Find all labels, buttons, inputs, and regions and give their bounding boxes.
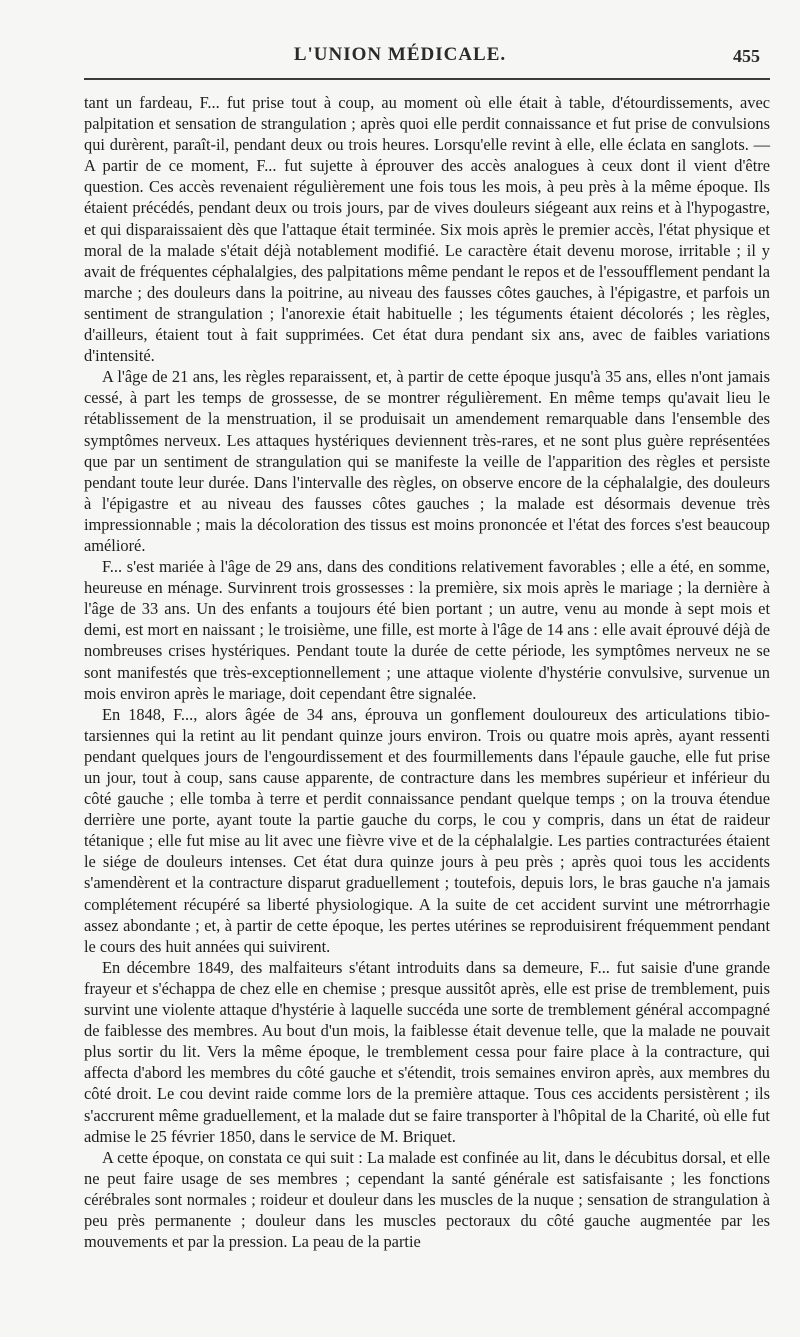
- paragraph: En décembre 1849, des malfaiteurs s'étant introduits dans sa demeure, F... fut saisie d'une grande frayeur et s'échappa de chez elle en chemise ; presque aussitôt après, elle est prise de tremblement, puis survint une violente attaque d'hystérie à laquelle succéda une sorte de tremblement général accompagné de faiblesse des membres. Au bout d'un mois, la faiblesse était devenue telle, que la malade ne pouvait plus sortir du lit. Vers la même époque, le tremblement cessa pour faire place à la contracture, qui affecta d'abord les membres du côté gauche et s'étendit, trois semaines environ après, aux membres du côté droit. Le cou devint raide comme lors de la première attaque. Tous ces accidents persistèrent ; ils s'accrurent même graduellement, et la malade dut se faire transporter à l'hôpital de la Charité, où elle fut admise le 25 février 1850, dans le service de M. Briquet.: [84, 957, 770, 1146]
- header-rule: [84, 78, 770, 80]
- paragraph: A l'âge de 21 ans, les règles reparaissent, et, à partir de cette époque jusqu'à 35 ans, elles n'ont jamais cessé, à part les temps de grossesse, de se montrer régulièrement. En même temps qu'avait lieu le rétablissement de la menstruation, il se produisait un amendement remarquable dans l'ensemble des symptômes nerveux. Les attaques hystériques deviennent très-rares, et ne sont plus guère représentées que par un sentiment de strangulation qui se manifeste la veille de l'apparition des règles et persiste pendant toute leur durée. Dans l'intervalle des règles, on observe encore de la céphalalgie, des douleurs à l'épigastre et au niveau des fausses côtes gauches ; la malade est désormais devenue très impressionnable ; mais la décoloration des tissus est moins prononcée et l'état des forces s'est beaucoup amélioré.: [84, 367, 770, 555]
- running-header-title: L'UNION MÉDICALE.: [293, 44, 507, 65]
- paragraph-continued: tant un fardeau, F... fut prise tout à coup, au moment où elle était à table, d'étourdissements, avec palpitation et sensation de strangulation ; après quoi elle perdit connaissance et fut prise de convulsions qui durèrent, paraît-il, pendant deux ou trois heures. Lorsqu'elle revint à elle, elle éclata en sanglots. — A partir de ce moment, F... fut sujette à éprouver des accès analogues à ceux dont il vient d'être question. Ces accès revenaient régulièrement une fois tous les mois, à peu près à la même époque. Ils étaient précédés, pendant deux ou trois jours, par de vives douleurs siégeant aux reins et à l'hypogastre, et qui disparaissaient dès que l'attaque était terminée. Six mois après le premier accès, l'état physique et moral de la malade s'était déjà notablement modifié. Le caractère était devenu morose, irritable ; il y avait de fréquentes céphalalgies, des palpitations même pendant le repos et de l'essoufflement pendant la marche ; des douleurs dans la poitrine, au niveau des fausses côtes gauches, à l'épigastre, et parfois un sentiment de strangulation ; l'anorexie était habituelle ; les téguments étaient décolorés ; les règles, d'ailleurs, étaient tout à fait supprimées. Cet état dura pendant six ans, avec de faibles variations d'intensité.: [84, 93, 770, 366]
- page-number: 455: [733, 46, 760, 66]
- paragraph: A cette époque, on constata ce qui suit : La malade est confinée au lit, dans le décubitus dorsal, et elle ne peut faire usage de ses membres ; cependant la santé générale est satisfaisante ; les fonctions cérébrales sont normales ; roideur et douleur dans les muscles de la nuque ; sensation de strangulation à peu près permanente ; douleur dans les muscles pectoraux du côté gauche augmentée par les mouvements et par la pression. La peau de la partie: [84, 1147, 770, 1252]
- paragraph: F... s'est mariée à l'âge de 29 ans, dans des conditions relativement favorables ; elle a été, en somme, heureuse en ménage. Survinrent trois grossesses : la première, six mois après le mariage ; la dernière à l'âge de 33 ans. Un des enfants a toujours été bien portant ; un autre, venu au monde à sept mois et demi, est mort en naissant ; le troisième, une fille, est morte à l'âge de 14 ans : elle avait éprouvé déjà de nombreuses crises hystériques. Pendant toute la durée de cette période, les symptômes nerveux ne se sont manifestés que très-exceptionnellement ; une attaque violente d'hystérie convulsive, survenue un mois environ après le mariage, doit cependant être signalée.: [84, 557, 770, 703]
- paragraph: En 1848, F..., alors âgée de 34 ans, éprouva un gonflement douloureux des articulations tibio-tarsiennes qui la retint au lit pendant quinze jours environ. Trois ou quatre mois après, ayant ressenti pendant quelques jours de l'engourdissement et des fourmillements dans l'épaule gauche, elle fut prise un jour, tout à coup, sans cause apparente, de contracture dans les membres supérieur et inférieur du côté gauche ; elle tomba à terre et perdit connaissance pendant quelque temps ; on la trouva étendue derrière une porte, ayant toute la partie gauche du corps, le cou y compris, dans un état de raideur tétanique ; elle fut mise au lit avec une fièvre vive et de la céphalalgie. Les parties contracturées étaient le siége de douleurs intenses. Cet état dura quinze jours à peu près ; après quoi tous les accidents s'amendèrent et la contracture disparut graduellement ; toutefois, depuis lors, le bras gauche n'a jamais complétement récupéré sa liberté physiologique. A la suite de cet accident survint une métrorrhagie assez abondante ; et, à partir de cette époque, les pertes utérines se reproduisirent fréquemment pendant le cours des huit années qui suivirent.: [84, 704, 770, 956]
- body-text: [84, 92, 770, 1252]
